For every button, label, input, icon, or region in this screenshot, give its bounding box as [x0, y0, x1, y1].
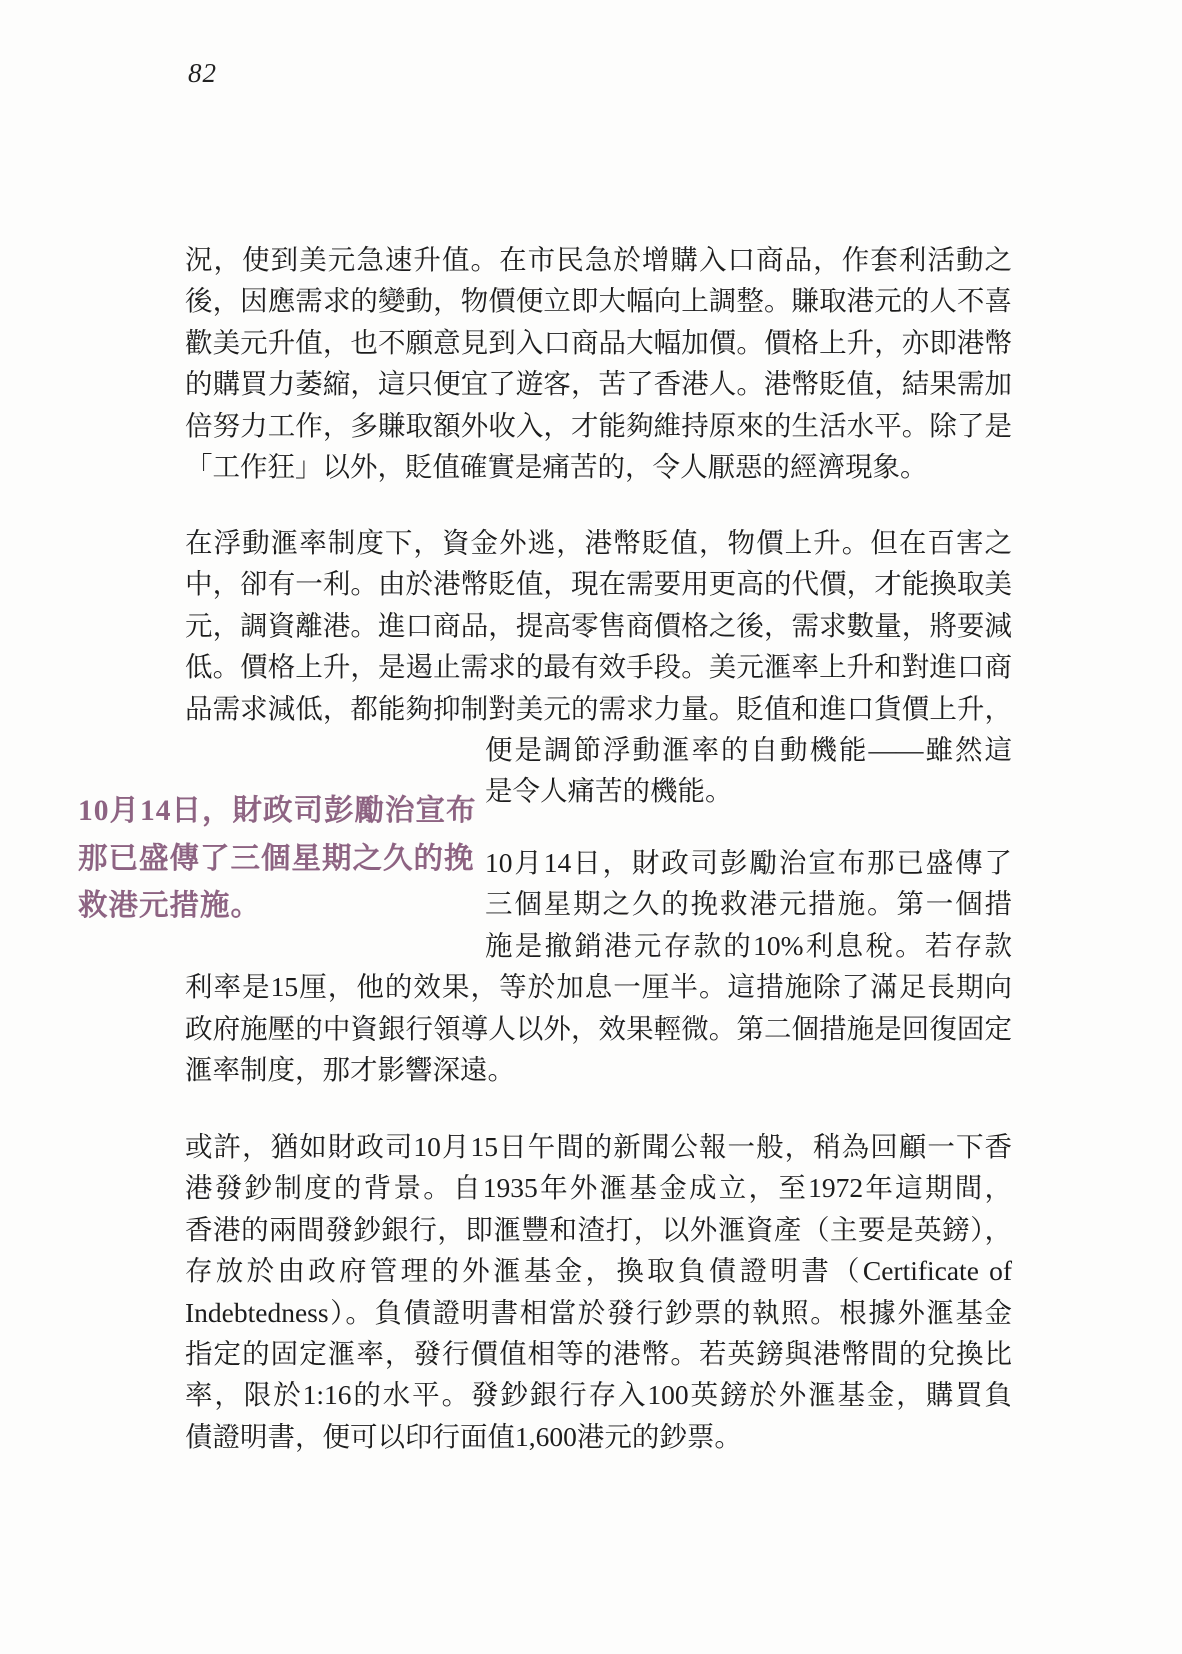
text-line: 歡美元升值，也不願意見到入口商品大幅加價。價格上升，亦即港幣 — [185, 326, 1012, 358]
pull-quote-line: 10月14日，財政司彭勵治宣布 — [78, 795, 477, 827]
text-line: 低。價格上升，是遏止需求的最有效手段。美元滙率上升和對進口商 — [185, 651, 1012, 683]
text-line: 倍努力工作，多賺取額外收入，才能夠維持原來的生活水平。除了是 — [185, 409, 1012, 441]
paragraph-2 — [185, 522, 1012, 812]
text-line: 後，因應需求的變動，物價便立即大幅向上調整。賺取港元的人不喜 — [185, 285, 1012, 317]
text-line: Indebtedness）。負債證明書相當於發行鈔票的執照。根據外滙基金 — [185, 1296, 1012, 1328]
pull-quote-line: 救港元措施。 — [78, 890, 262, 922]
text-line: 指定的固定滙率，發行價值相等的港幣。若英鎊與港幣間的兌換比 — [185, 1337, 1012, 1369]
text-line: 三個星期之久的挽救港元措施。第一個措 — [485, 888, 1012, 920]
text-line: 元，調資離港。進口商品，提高零售商價格之後，需求數量，將要減 — [185, 609, 1012, 641]
text-line: 品需求減低，都能夠抑制對美元的需求力量。貶值和進口貨價上升， — [185, 692, 1012, 724]
text-line: 存放於由政府管理的外滙基金，換取負債證明書（Certificate of — [185, 1255, 1012, 1287]
pull-quote-line: 那已盛傳了三個星期之久的挽 — [78, 842, 475, 875]
paragraph-3 — [185, 842, 1012, 1090]
text-line: 或許，猶如財政司10月15日午間的新聞公報一般，稍為回顧一下香 — [185, 1131, 1012, 1162]
text-line: 施是撤銷港元存款的10%利息稅。若存款 — [485, 929, 1012, 961]
text-line: 滙率制度，那才影響深遠。 — [185, 1053, 515, 1085]
text-line: 是令人痛苦的機能。 — [485, 775, 733, 807]
text-line: 債證明書，便可以印行面值1,600港元的鈔票。 — [185, 1420, 742, 1452]
text-line: 政府施壓的中資銀行領導人以外，效果輕微。第二個措施是回復固定 — [185, 1012, 1012, 1044]
text-line: 利率是15厘，他的效果，等於加息一厘半。這措施除了滿足長期向 — [185, 971, 1012, 1003]
text-line: 在浮動滙率制度下，資金外逃，港幣貶值，物價上升。但在百害之 — [185, 527, 1012, 558]
text-line: 況，使到美元急速升值。在市民急於增購入口商品，作套利活動之 — [185, 244, 1012, 275]
text-line: 香港的兩間發鈔銀行，即滙豐和渣打，以外滙資產（主要是英鎊）， — [185, 1213, 1012, 1245]
paragraph-4 — [185, 1126, 1012, 1457]
text-line: 率，限於1:16的水平。發鈔銀行存入100英鎊於外滙基金，購買負 — [185, 1379, 1012, 1411]
text-line: 港發鈔制度的背景。自1935年外滙基金成立，至1972年這期間， — [185, 1172, 1012, 1204]
text-line: 中，卻有一利。由於港幣貶值，現在需要用更高的代價，才能換取美 — [185, 568, 1012, 600]
text-line: 「工作狂」以外，貶值確實是痛苦的，令人厭惡的經濟現象。 — [185, 450, 928, 482]
text-line: 的購買力萎縮，這只便宜了遊客，苦了香港人。港幣貶值，結果需加 — [185, 368, 1012, 400]
text-line: 便是調節浮動滙率的自動機能——雖然這 — [485, 733, 1012, 765]
paragraph-1 — [185, 239, 1012, 487]
text-line: 10月14日，財政司彭勵治宣布那已盛傳了 — [485, 847, 1012, 878]
page-number: 82 — [188, 58, 217, 88]
